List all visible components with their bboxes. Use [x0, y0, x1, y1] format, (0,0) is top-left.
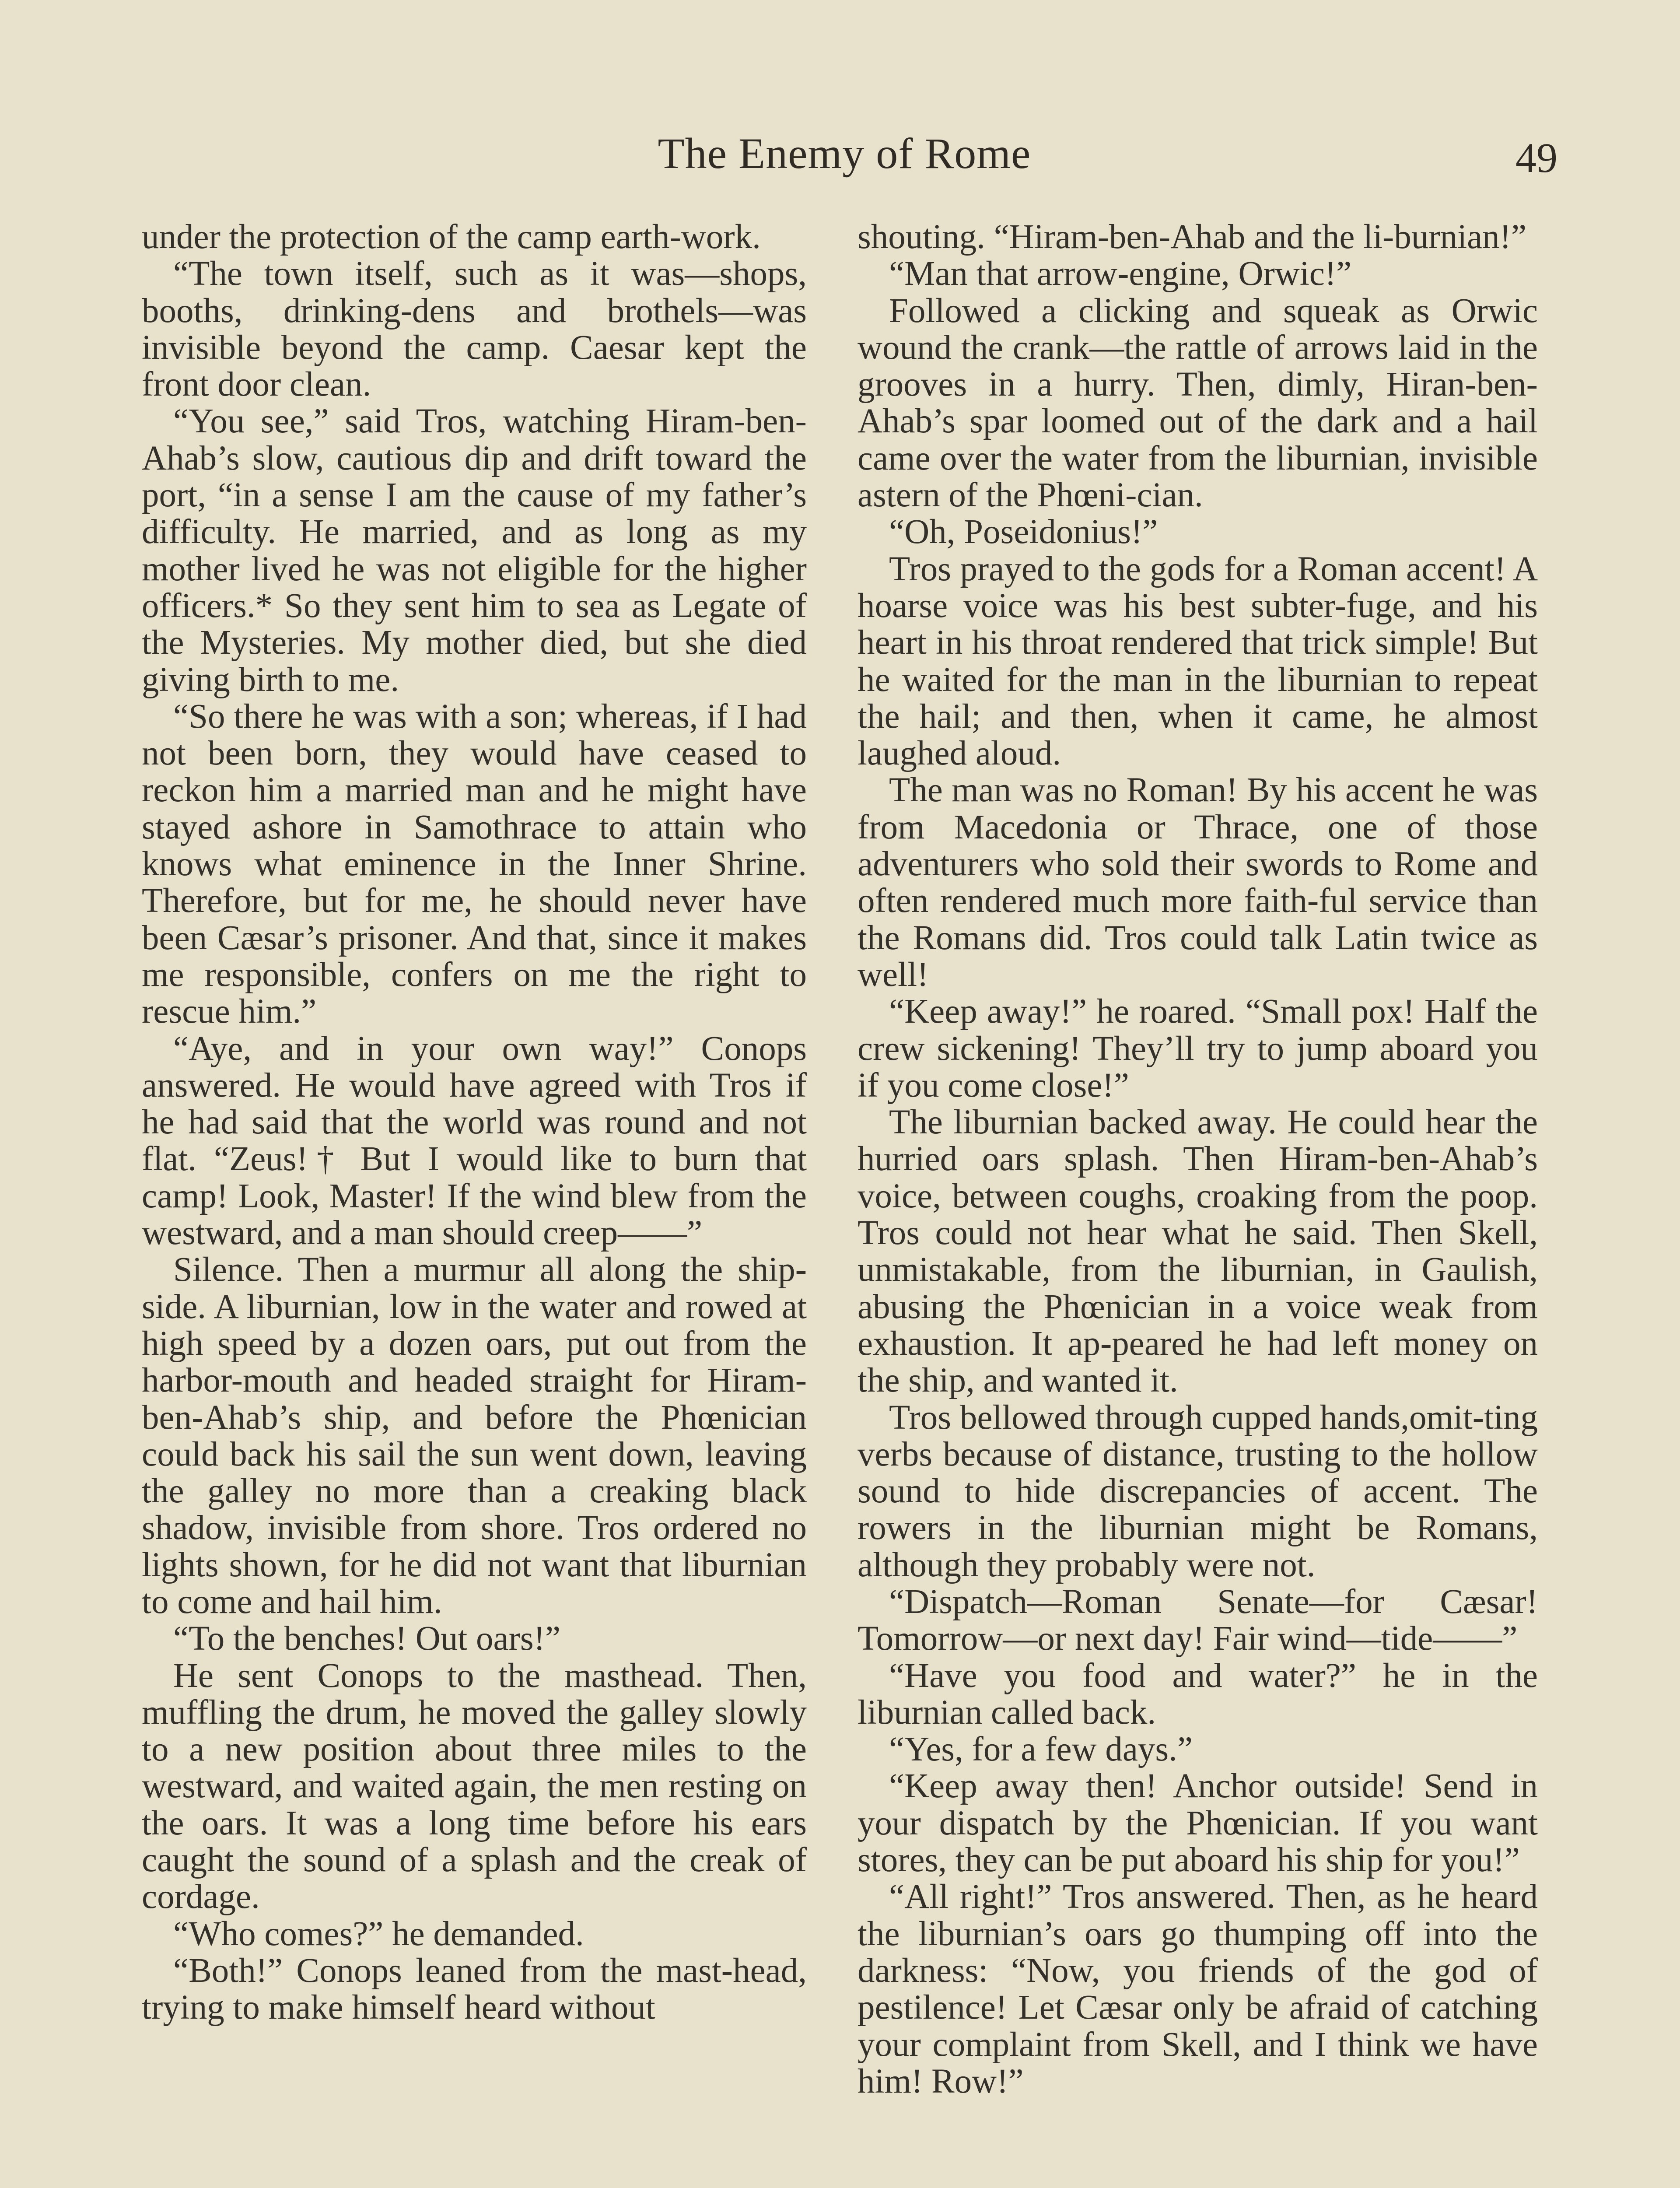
paragraph: The man was no Roman! By his accent he was from Macedonia or Thrace, one of those adventurers who sold their swords to Rome and often rendered much more faith-ful service than the Romans did. Tros could talk Latin twice as well!	[858, 771, 1538, 994]
paragraph: under the protection of the camp earth-work.	[142, 218, 761, 256]
paragraph: “Yes, for a few days.”	[889, 1730, 1193, 1769]
paragraph: “So there he was with a son; whereas, if I had not been born, they would have ceased to reckon him a married man and he might have stayed ashore in Samothrace to attain who knows what eminence in the Inner Shrine. Therefore, but for me, he should never have been Cæsar’s prisoner. And that, since it makes me responsible, confers on me the right to rescue him.”	[142, 697, 807, 1031]
paragraph: Tros bellowed through cupped hands,omit-ting verbs because of distance, trusting to the hollow sound to hide discrepancies of accent. The rowers in the liburnian might be Romans, although they probably were not.	[858, 1398, 1538, 1584]
paragraph: “Who comes?” he demanded.	[173, 1914, 584, 1953]
paragraph: “You see,” said Tros, watching Hiram-ben-Ahab’s slow, cautious dip and drift toward the port, “in a sense I am the cause of my father’s difficulty. He married, and as long as my mother lived he was not eligible for the higher officers.* So they sent him to sea as Legate of the Mysteries. My mother died, but she died giving birth to me.	[142, 402, 807, 699]
paragraph: “Dispatch—Roman Senate—for Cæsar! Tomorrow—or next day! Fair wind—tide——”	[858, 1582, 1538, 1658]
running-header-title: The Enemy of Rome	[658, 129, 1031, 178]
paragraph: Followed a clicking and squeak as Orwic wound the crank—the rattle of arrows laid in the grooves in a hurry. Then, dimly, Hiran-ben-Ahab’s spar loomed out of the dark and a hail came over the water from the liburnian, invisible astern of the Phœni-cian.	[858, 291, 1538, 515]
paragraph: He sent Conops to the masthead. Then, muffling the drum, he moved the galley slowly to a new position about three miles to the westward, and waited again, the men resting on the oars. It was a long time before his ears caught the sound of a splash and the creak of cordage.	[142, 1656, 807, 1916]
paragraph: “Have you food and water?” he in the liburnian called back.	[858, 1656, 1538, 1732]
paragraph: “Both!” Conops leaned from the mast-head, trying to make himself heard without	[142, 1951, 807, 2027]
page-number: 49	[1516, 134, 1558, 181]
paragraph: Tros prayed to the gods for a Roman accent! A hoarse voice was his best subter-fuge, and his heart in his throat rendered that trick simple! But he waited for the man in the liburnian to repeat the hail; and then, when it came, he almost laughed aloud.	[858, 550, 1538, 773]
paragraph: “Man that arrow-engine, Orwic!”	[889, 255, 1352, 293]
paragraph: “Keep away then! Anchor outside! Send in your dispatch by the Phœnician. If you want stores, they can be put aboard his ship for you!”	[858, 1767, 1538, 1879]
paragraph: Silence. Then a murmur all along the ship-side. A liburnian, low in the water and rowed at high speed by a dozen oars, put out from the harbor-mouth and headed straight for Hiram-ben-Ahab’s ship, and before the Phœnician could back his sail the sun went down, leaving the galley no more than a creaking black shadow, invisible from shore. Tros ordered no lights shown, for he did not want that liburnian to come and hail him.	[142, 1251, 807, 1621]
right-text-column	[858, 219, 1538, 2100]
paragraph: “Keep away!” he roared. “Small pox! Half the crew sickening! They’ll try to jump aboard you if you come close!”	[858, 992, 1538, 1105]
left-text-column	[142, 219, 807, 2027]
paragraph: shouting. “Hiram-ben-Ahab and the li-burnian!”	[858, 218, 1527, 256]
paragraph: “The town itself, such as it was—shops, booths, drinking-dens and brothels—was invisible beyond the camp. Caesar kept the front door clean.	[142, 255, 807, 404]
paragraph: “Oh, Poseidonius!”	[889, 513, 1158, 551]
paragraph: “To the benches! Out oars!”	[173, 1620, 561, 1658]
paragraph: “All right!” Tros answered. Then, as he heard the liburnian’s oars go thumping off into the darkness: “Now, you friends of the god of pestilence! Let Cæsar only be afraid of catching your complaint from Skell, and I think we have him! Row!”	[858, 1878, 1538, 2100]
paragraph: “Aye, and in your own way!” Conops answered. He would have agreed with Tros if he had said that the world was round and not flat. “Zeus!† But I would like to burn that camp! Look, Master! If the wind blew from the westward, and a man should creep——”	[142, 1029, 807, 1252]
paragraph: The liburnian backed away. He could hear the hurried oars splash. Then Hiram-ben-Ahab’s voice, between coughs, croaking from the poop. Tros could not hear what he said. Then Skell, unmistakable, from the liburnian, in Gaulish, abusing the Phœnician in a voice weak from exhaustion. It ap-peared he had left money on the ship, and wanted it.	[858, 1103, 1538, 1400]
